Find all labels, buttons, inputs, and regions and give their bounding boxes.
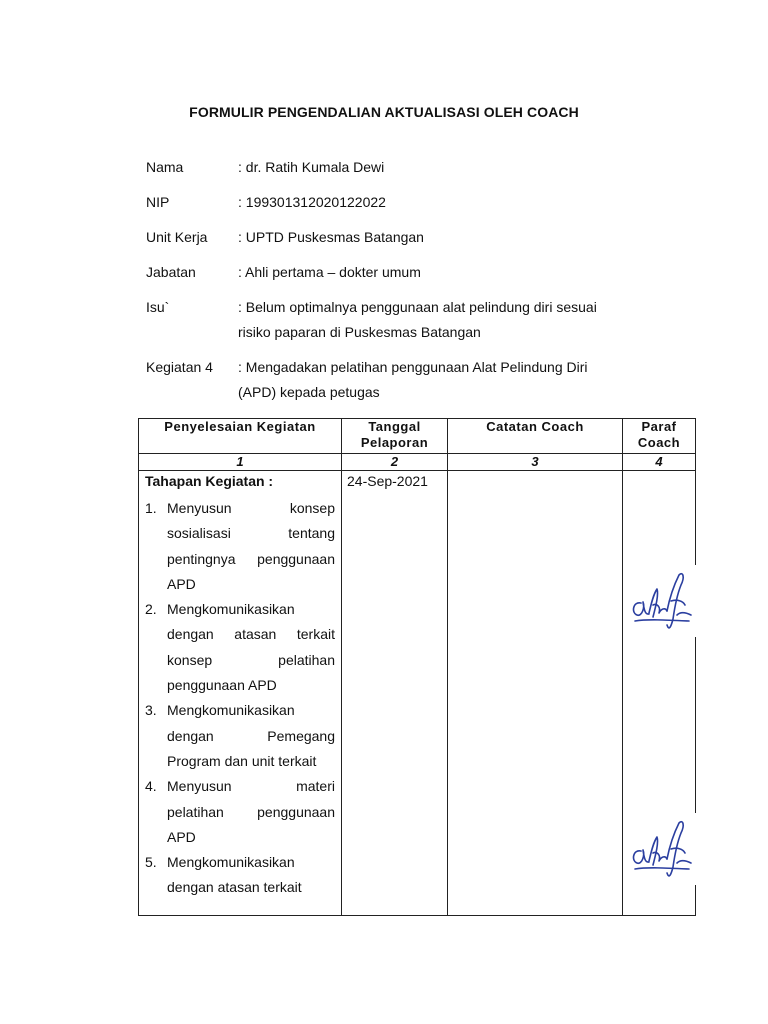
column-number: 2 (342, 454, 448, 471)
column-number: 3 (448, 454, 623, 471)
column-number: 4 (623, 454, 696, 471)
step-text: Menyusun materi pelatihan penggunaan APD (167, 778, 335, 845)
field-value: : Ahli pertama – dokter umum (238, 264, 421, 280)
field-value: : 199301312020122022 (238, 194, 386, 210)
header-line: Paraf (641, 419, 677, 434)
step-text: Mengkomunikasikan dengan atasan terkait konsep pelatihan penggunaan APD (167, 601, 335, 694)
activity-table (138, 418, 696, 916)
list-item (145, 774, 335, 850)
header-catatan: Catatan Coach (448, 419, 623, 454)
list-item (145, 698, 335, 774)
field-label: Nama (146, 159, 184, 175)
field-value-line: (APD) kepada petugas (238, 384, 380, 400)
step-number: 2. (145, 601, 157, 618)
form-title: FORMULIR PENGENDALIAN AKTUALISASI OLEH COACH (189, 104, 579, 120)
signature-image (627, 813, 697, 885)
field-label: Isu` (146, 299, 170, 315)
step-number: 4. (145, 778, 157, 795)
field-value (238, 355, 658, 405)
list-item (145, 496, 335, 597)
list-item (145, 597, 335, 698)
table-row (139, 471, 696, 916)
step-text: Menyusun konsep sosialisasi tentang pentingnya penggunaan APD (167, 500, 335, 592)
step-number: 5. (145, 854, 157, 871)
step-number: 1. (145, 500, 157, 516)
step-number: 3. (145, 702, 157, 719)
field-label: Unit Kerja (146, 229, 208, 245)
list-item (145, 850, 335, 901)
field-value (238, 295, 658, 345)
table-header-row (139, 419, 696, 454)
field-value-line: : Belum optimalnya penggunaan alat pelindung diri sesuai (238, 299, 597, 315)
header-line: Pelaporan (360, 435, 429, 450)
step-text: Mengkomunikasikan dengan Pemegang Program dan unit terkait (167, 702, 335, 769)
field-value-line: : Mengadakan pelatihan penggunaan Alat Pelindung Diri (238, 359, 588, 375)
column-number-row (139, 454, 696, 471)
column-number: 1 (139, 454, 342, 471)
cell-paraf (623, 471, 696, 916)
section-heading: Tahapan Kegiatan : (145, 473, 274, 489)
header-paraf (623, 419, 696, 454)
step-text: Mengkomunikasikan dengan atasan terkait (167, 854, 302, 896)
field-label: Kegiatan 4 (146, 359, 213, 375)
cell-penyelesaian (139, 471, 342, 916)
header-penyelesaian: Penyelesaian Kegiatan (139, 419, 342, 454)
report-date: 24-Sep-2021 (347, 473, 428, 489)
field-label: NIP (146, 194, 170, 210)
field-value-line: risiko paparan di Puskesmas Batangan (238, 324, 481, 340)
field-value: : dr. Ratih Kumala Dewi (238, 159, 385, 175)
header-tanggal (342, 419, 448, 454)
header-line: Coach (637, 435, 681, 450)
cell-catatan (448, 471, 623, 916)
field-value: : UPTD Puskesmas Batangan (238, 229, 424, 245)
cell-tanggal (342, 471, 448, 916)
signature-image (627, 565, 697, 637)
step-list (145, 496, 335, 901)
field-label: Jabatan (146, 264, 196, 280)
header-line: Tanggal (368, 419, 421, 434)
